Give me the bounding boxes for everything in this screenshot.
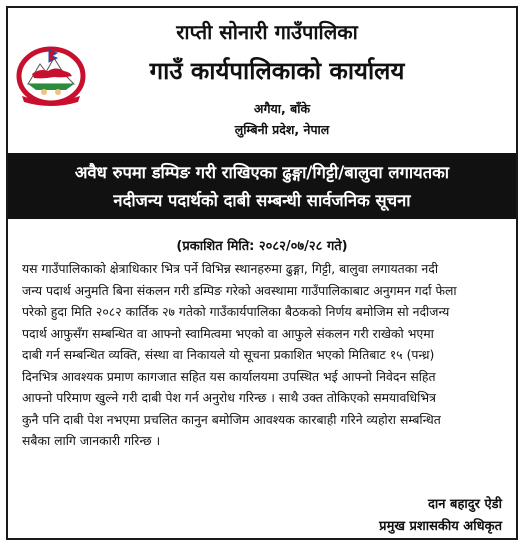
notice-title-line-1: अवैध रुपमा डम्पिङ गरी राखिएका ढुङ्गा/गिट्टी/बालुवा लगायतका xyxy=(74,163,450,182)
body-line: यस गाउँपालिकाको क्षेत्राधिकार भित्र पर्ने विभिन्न स्थानहरुमा ढुङ्गा, गिट्टी, बालुवा लगायतका नदी xyxy=(22,261,439,276)
published-date: (प्रकाशित मिति: २०८२/०७/२८ गते) xyxy=(176,239,348,254)
address-line-2: लुम्बिनी प्रदेश, नेपाल xyxy=(234,122,330,137)
body-line: दिनभित्र आवश्यक प्रमाण कागजात सहित यस कार्यालयमा उपस्थित भई आफ्नो निवेदन सहित xyxy=(22,368,436,384)
signatory-name: दान बहादुर ऐडी xyxy=(428,497,502,512)
body-line: आफ्नो परिमाण खुल्ने गरी दाबी पेश गर्न अनुरोध गरिन्छ । साथै उक्त तोकिएको समयावधिभित्र xyxy=(22,390,436,405)
notice-body xyxy=(22,258,504,452)
notice-title-line-2: नदीजन्य पदार्थको दाबी सम्बन्धी सार्वजनिक सूचना xyxy=(113,191,411,210)
body-line: सबैका लागि जानकारी गरिन्छ । xyxy=(22,433,161,448)
body-line: परेको हुदा मिति २०८२ कार्तिक २७ गतेको गाउँकार्यपालिका बैठकको निर्णय बमोजिम सो नदीजन्य xyxy=(22,304,450,319)
org-name: राप्ती सोनारी गाउँपालिका xyxy=(176,20,358,44)
notice-header xyxy=(8,8,516,146)
body-line: जन्य पदार्थ अनुमति बिना संकलन गरी डम्पिङ गरेको अवस्थामा गाउँपालिकाबाट अनुगमन गर्दा फेला xyxy=(22,282,457,298)
body-line: पदार्थ आफुसँग सम्बन्धित वा आफ्नो स्वामित्वमा भएको वा आफुले संकलन गरी राखेको भएमा xyxy=(22,325,434,341)
public-notice xyxy=(6,6,518,540)
body-line: कुनै पनि दाबी पेश नभएमा प्रचलित कानुन बमोजिम आवश्यक कारबाही गरिने व्यहोरा सम्बन्धित xyxy=(22,411,441,427)
signatory-title: प्रमुख प्रशासकीय अधिकृत xyxy=(379,519,502,534)
notice-title-band xyxy=(8,153,516,219)
address-line-1: अगैया, बाँके xyxy=(253,101,311,116)
body-line: दाबी गर्न सम्बन्धित व्यक्ति, संस्था वा निकायले यो सूचना प्रकाशित भएको मितिबाट १५ (पन्ध्र) xyxy=(22,347,435,362)
office-name: गाउँ कार्यपालिकाको कार्यालय xyxy=(149,57,405,85)
